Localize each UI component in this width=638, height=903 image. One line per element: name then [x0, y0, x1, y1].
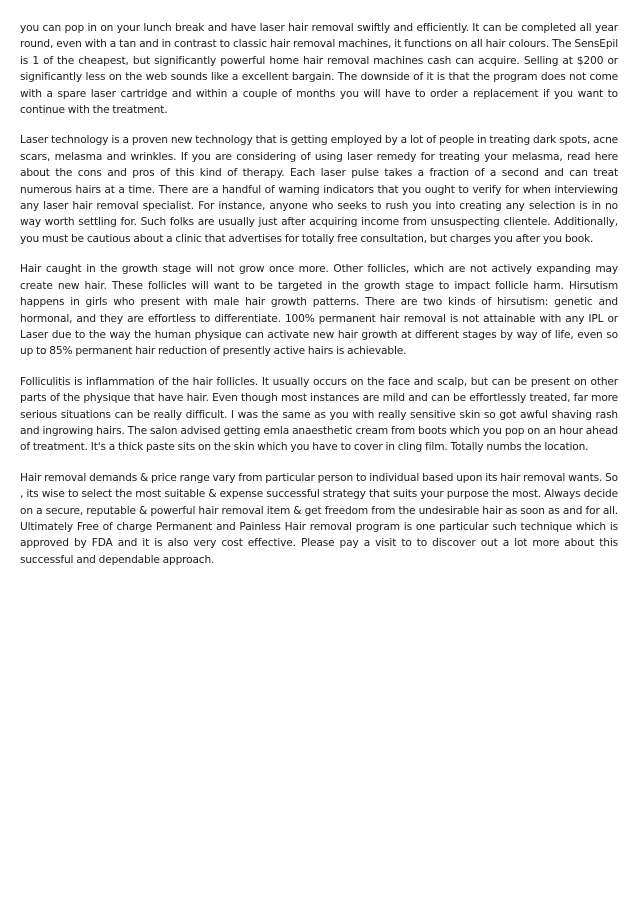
paragraph-1: you can pop in on your lunch break and have laser hair removal swiftly and efficiently. It can be completed all year round, even with a tan and in contrast to classic hair removal machines, it functions on all hair colours. The SensEpil is 1 of the cheapest, but significantly powerful home hair removal machines cash can acquire. Selling at $200 or significantly less on the web sounds like a excellent bargain. The downside of it is that the program does not come with a spare laser cartridge and within a couple of months you will have to order a replacement if you want to continue with the treatment. [20, 22, 618, 117]
paragraph-4: Folliculitis is inflammation of the hair follicles. It usually occurs on the face and scalp, but can be present on other parts of the physique that have hair. Even though most instances are mild and can be effortlessly treated, far more serious situations can be really difficult. I was the same as you with really sensitive skin so got awful shaving rash and ingrowing hairs. The salon advised getting emla anaesthetic cream from boots which you pop on an hour ahead of treatment. It's a thick paste sits on the skin which you have to cover in cling film. Totally numbs the location. [20, 375, 618, 454]
document-body [20, 20, 618, 582]
paragraph-2: Laser technology is a proven new technology that is getting employed by a lot of people in treating dark spots, acne scars, melasma and wrinkles. If you are considering of using laser remedy for treating your melasma, read here about the cons and pros of this kind of therapy. Each laser pulse takes a fraction of a second and can treat numerous hairs at a time. There are a handful of warning indicators that you ought to verify for when interviewing any laser hair removal specialist. For instance, anyone who seeks to rush you into creating any selection is in no way worth settling for. Such folks are usually just after acquiring income from unsuspecting clientele. Additionally, you must be cautious about a clinic that advertises for totally free consultation, but charges you after you book. [20, 134, 618, 245]
paragraph-5: Hair removal demands & price range vary from particular person to individual based upon its hair removal wants. So , its wise to select the most suitable & expense successful strategy that suits your purpose the most. Always decide on a secure, reputable & powerful hair removal item & get freedom from the undesirable hair as soon as and for all. Ultimately Free of charge Permanent and Painless Hair removal program is one particular such technique which is approved by FDA and it is also very cost effective. Please pay a visit to to discover out a lot more about this successful and dependable approach. [20, 471, 618, 566]
paragraph-3: Hair caught in the growth stage will not grow once more. Other follicles, which are not actively expanding may create new hair. These follicles will want to be targeted in the growth stage to impact follicle harm. Hirsutism happens in girls who present with male hair growth patterns. There are two kinds of hirsutism: genetic and hormonal, and they are effortless to differentiate. 100% permanent hair removal is not attainable with any IPL or Laser due to the way the human physique can activate new hair growth at different stages by way of life, even so up to 85% permanent hair reduction of presently active hairs is achievable. [20, 263, 618, 358]
